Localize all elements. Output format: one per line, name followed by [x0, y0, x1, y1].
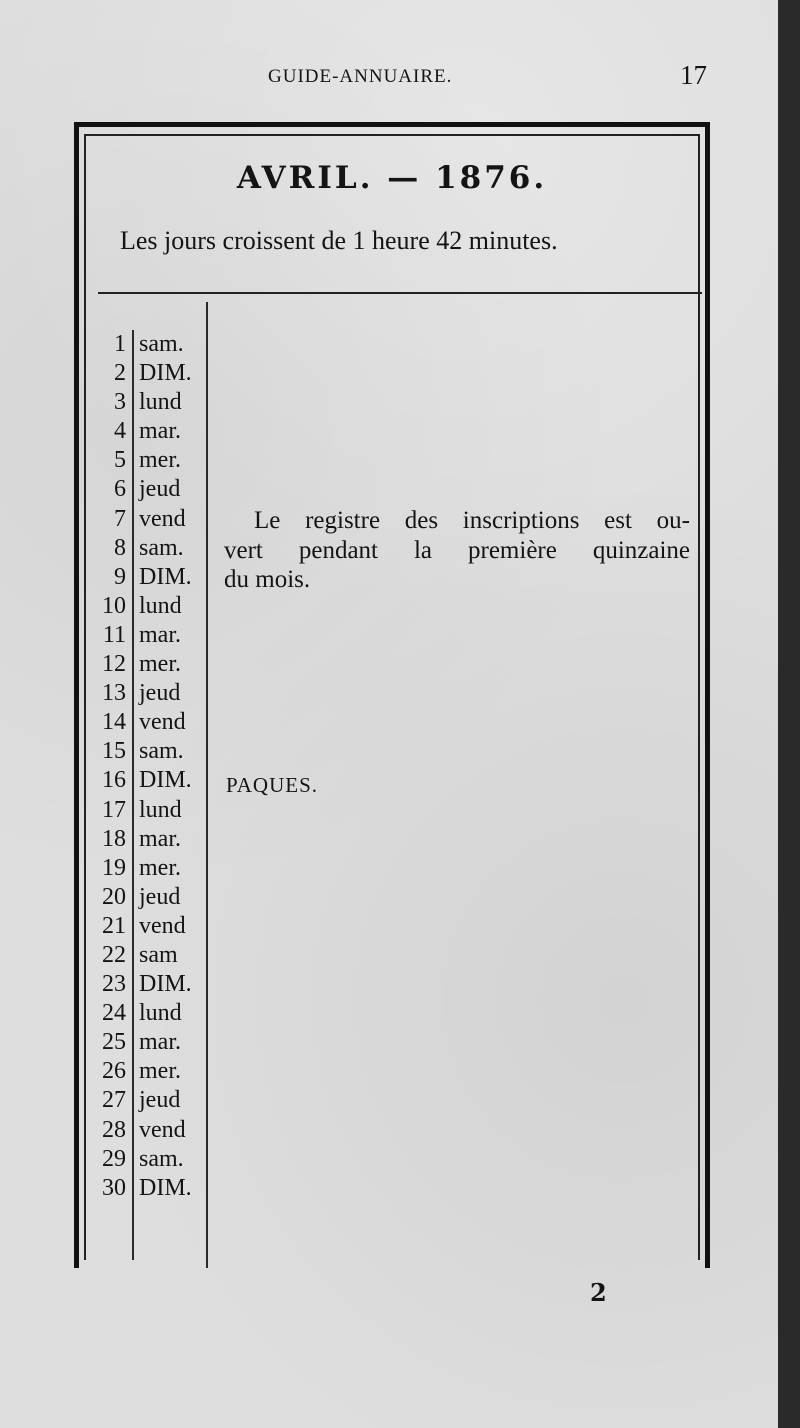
day-number: 9 — [114, 563, 126, 590]
day-row — [96, 679, 208, 708]
day-row — [96, 388, 208, 417]
day-list — [96, 330, 208, 1203]
day-number: 12 — [102, 651, 126, 678]
day-name: DIM. — [139, 1174, 192, 1201]
day-row — [96, 621, 208, 650]
day-name: jeud — [139, 476, 181, 503]
day-name: vend — [139, 505, 186, 532]
day-name: mer. — [139, 854, 181, 881]
registration-note — [224, 506, 690, 595]
day-number: 20 — [102, 883, 126, 910]
month-title: AVRIL. — 1876. — [236, 160, 548, 196]
day-number: 7 — [114, 505, 126, 532]
calendar-frame-inner-left — [84, 134, 86, 1260]
day-name: mar. — [139, 621, 181, 648]
day-row — [96, 766, 208, 795]
calendar-frame-inner-right — [698, 134, 700, 1260]
day-name: sam. — [139, 1145, 184, 1172]
day-number: 13 — [102, 680, 126, 707]
day-name: vend — [139, 912, 186, 939]
day-row — [96, 359, 208, 388]
day-number: 3 — [114, 389, 126, 416]
day-name: mar. — [139, 1029, 181, 1056]
header-rule — [98, 292, 702, 294]
day-row — [96, 970, 208, 999]
day-name: mar. — [139, 418, 181, 445]
day-number: 8 — [114, 534, 126, 561]
day-row — [96, 737, 208, 766]
day-name: DIM. — [139, 360, 192, 387]
day-number: 1 — [114, 331, 126, 357]
day-number: 21 — [102, 912, 126, 939]
day-row — [96, 883, 208, 912]
day-number: 22 — [102, 941, 126, 968]
day-number: 10 — [102, 592, 126, 619]
day-name: lund — [139, 796, 182, 823]
day-number: 2 — [114, 360, 126, 387]
note-line: du mois. — [224, 566, 311, 593]
day-row — [96, 563, 208, 592]
day-name: DIM. — [139, 767, 192, 794]
day-number: 24 — [102, 1000, 126, 1027]
day-name: mar. — [139, 825, 181, 852]
day-number: 17 — [102, 796, 126, 823]
running-title: GUIDE-ANNUAIRE. — [268, 66, 453, 87]
day-number: 16 — [102, 767, 126, 794]
day-name: lund — [139, 389, 182, 416]
day-number: 30 — [102, 1174, 126, 1201]
day-name: sam. — [139, 534, 184, 561]
day-row — [96, 941, 208, 970]
day-row — [96, 708, 208, 737]
day-number: 28 — [102, 1116, 126, 1143]
note-line: Le registre des inscriptions est ou- — [254, 507, 690, 534]
day-name: sam — [139, 941, 178, 968]
day-name: lund — [139, 1000, 182, 1027]
day-row — [96, 1145, 208, 1174]
day-name: DIM. — [139, 563, 192, 590]
day-name: jeud — [139, 883, 181, 910]
day-name: mer. — [139, 1058, 181, 1085]
day-row — [96, 446, 208, 475]
day-number: 4 — [114, 418, 126, 445]
day-number: 6 — [114, 476, 126, 503]
day-name: vend — [139, 1116, 186, 1143]
day-number: 27 — [102, 1087, 126, 1114]
signature-mark: 2 — [590, 1278, 607, 1307]
note-line: vert pendant la première quinzaine — [224, 536, 690, 564]
calendar-frame-inner-top — [84, 134, 700, 136]
day-row — [96, 650, 208, 679]
day-row — [96, 475, 208, 504]
day-row — [96, 1028, 208, 1057]
day-number: 14 — [102, 709, 126, 736]
day-row — [96, 592, 208, 621]
day-row — [96, 330, 208, 359]
day-number: 29 — [102, 1145, 126, 1172]
day-number: 23 — [102, 971, 126, 998]
day-name: lund — [139, 592, 182, 619]
day-name: DIM. — [139, 971, 192, 998]
day-name: vend — [139, 709, 186, 736]
day-name: mer. — [139, 447, 181, 474]
day-row — [96, 417, 208, 446]
day-name: jeud — [139, 1087, 181, 1114]
day-number: 25 — [102, 1029, 126, 1056]
day-name: sam. — [139, 738, 184, 765]
day-name: mer. — [139, 651, 181, 678]
day-row — [96, 796, 208, 825]
day-number: 5 — [114, 447, 126, 474]
day-number: 19 — [102, 854, 126, 881]
day-row — [96, 854, 208, 883]
page-number: 17 — [680, 60, 707, 90]
day-row — [96, 912, 208, 941]
day-row — [96, 999, 208, 1028]
day-number: 18 — [102, 825, 126, 852]
day-number: 15 — [102, 738, 126, 765]
day-name: jeud — [139, 680, 181, 707]
day-row — [96, 1116, 208, 1145]
day-row — [96, 825, 208, 854]
day-number: 11 — [102, 621, 126, 648]
day-row — [96, 534, 208, 563]
day-row — [96, 1174, 208, 1203]
day-row — [96, 1086, 208, 1115]
easter-holiday-label: PAQUES. — [226, 773, 319, 797]
day-row — [96, 505, 208, 534]
month-subtitle: Les jours croissent de 1 heure 42 minutes. — [120, 226, 558, 255]
day-name: sam. — [139, 331, 184, 357]
day-number: 26 — [102, 1058, 126, 1085]
day-row — [96, 1057, 208, 1086]
